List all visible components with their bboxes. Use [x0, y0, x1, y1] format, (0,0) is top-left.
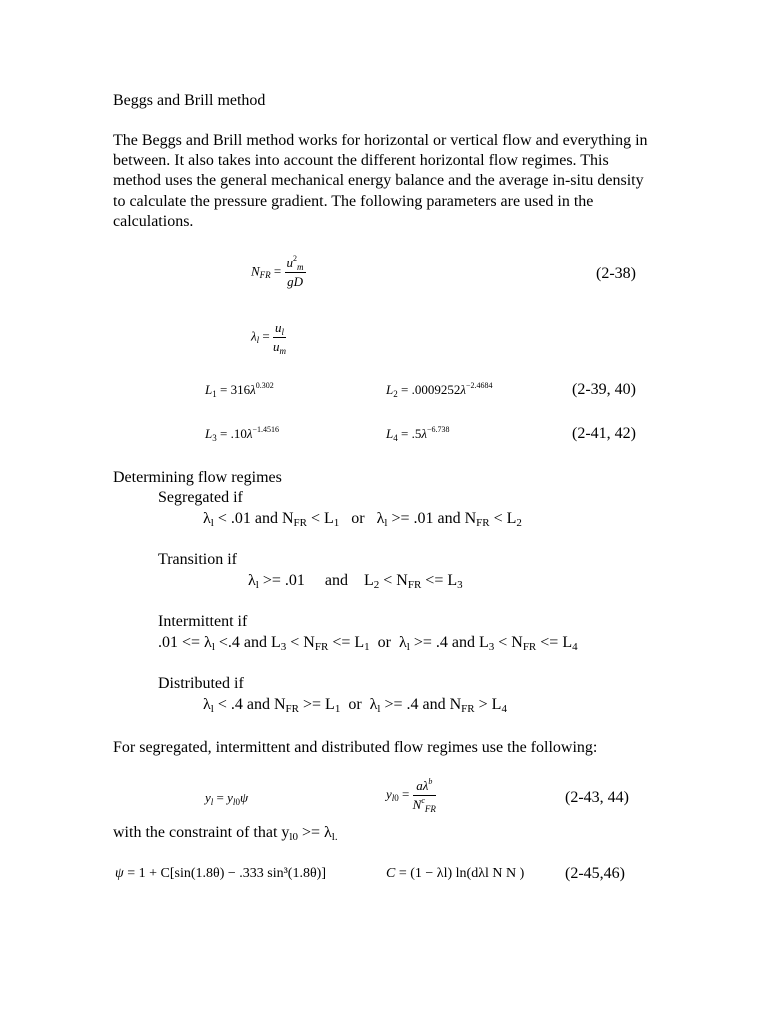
transition-condition: λl >= .01 and L2 < NFR <= L3 [248, 572, 463, 591]
eq-label-2-38: (2-38) [596, 265, 636, 282]
l1-coef: 316 [230, 382, 251, 397]
equation-nfr: $N_{FR}$ = $\frac{u^2_m}{gD}$ [251, 254, 304, 289]
constraint-text: with the constraint of that yl0 >= λl. [113, 824, 338, 843]
segregated-use-text: For segregated, intermittent and distributed flow regimes use the following: [113, 739, 598, 756]
intro-paragraph: The Beggs and Brill method works for horizontal or vertical flow and everything in between. It also takes into account the different horizontal flow regimes. This method uses the general mechanical energy balance and the average in-situ density to calculate the pressure gradient. The following parameters are used in the calculations. [113, 132, 648, 230]
distributed-heading: Distributed if [158, 675, 244, 692]
equation-psi: ψ = 1 + C[sin(1.8θ) − .333 sin³(1.8θ)] [115, 866, 326, 881]
l1-exp: 0.302 [255, 381, 274, 390]
transition-heading: Transition if [158, 551, 237, 568]
intermittent-condition: .01 <= λl <.4 and L3 < NFR <= L1 or λl >= .4 and L3 < NFR <= L4 [158, 634, 578, 653]
equation-l3: $L_3 = .10\lambda^{-1.4516}$ [205, 425, 279, 443]
c-body: = (1 − λl) ln(dλl N N ) [398, 866, 525, 881]
l2-exp: −2.4684 [465, 381, 493, 390]
equation-lambda: $\lambda_l$ = $\frac{u_l}{u_m}$ [251, 320, 286, 356]
l3-coef: .10 [230, 426, 247, 441]
equation-yl0: $y_{l0}$ = $\frac{a\lambda^b}{N^c_{FR}}$ [386, 777, 436, 814]
eq-label-2-45: (2-45,46) [565, 865, 625, 882]
l4-exp: −6.738 [426, 425, 450, 434]
distributed-condition: λl < .4 and NFR >= L1 or λl >= .4 and NFR > L4 [203, 696, 507, 715]
l2-coef: .0009252 [411, 382, 461, 397]
l3-exp: −1.4516 [252, 425, 279, 434]
eq-label-2-39: (2-39, 40) [572, 381, 636, 398]
segregated-condition: λl < .01 and NFR < L1 or λl >= .01 and NFR < L2 [203, 510, 522, 529]
equation-l4: $L_4 = .5\lambda^{-6.738}$ [386, 425, 450, 443]
page-title: Beggs and Brill method [113, 92, 266, 109]
intermittent-heading: Intermittent if [158, 613, 248, 630]
constraint-label: with the constraint of that y [113, 824, 290, 841]
eq-label-2-43: (2-43, 44) [565, 789, 629, 806]
equation-l2: $L_2 = .0009252\lambda^{-2.4684}$ [386, 381, 493, 399]
segregated-heading: Segregated if [158, 489, 243, 506]
psi-body: = 1 + C[sin(1.8θ) − .333 sin³(1.8θ)] [127, 866, 326, 881]
regimes-heading: Determining flow regimes [113, 469, 282, 486]
l4-coef: .5 [411, 426, 422, 441]
equation-c: C = (1 − λl) ln(dλl N N ) [386, 866, 525, 881]
eq-label-2-41: (2-41, 42) [572, 425, 636, 442]
equation-l1: $L_1 = 316\lambda^{0.302}$ [205, 381, 274, 399]
equation-yl: $y_l = y_{l0}\psi$ [205, 790, 249, 807]
